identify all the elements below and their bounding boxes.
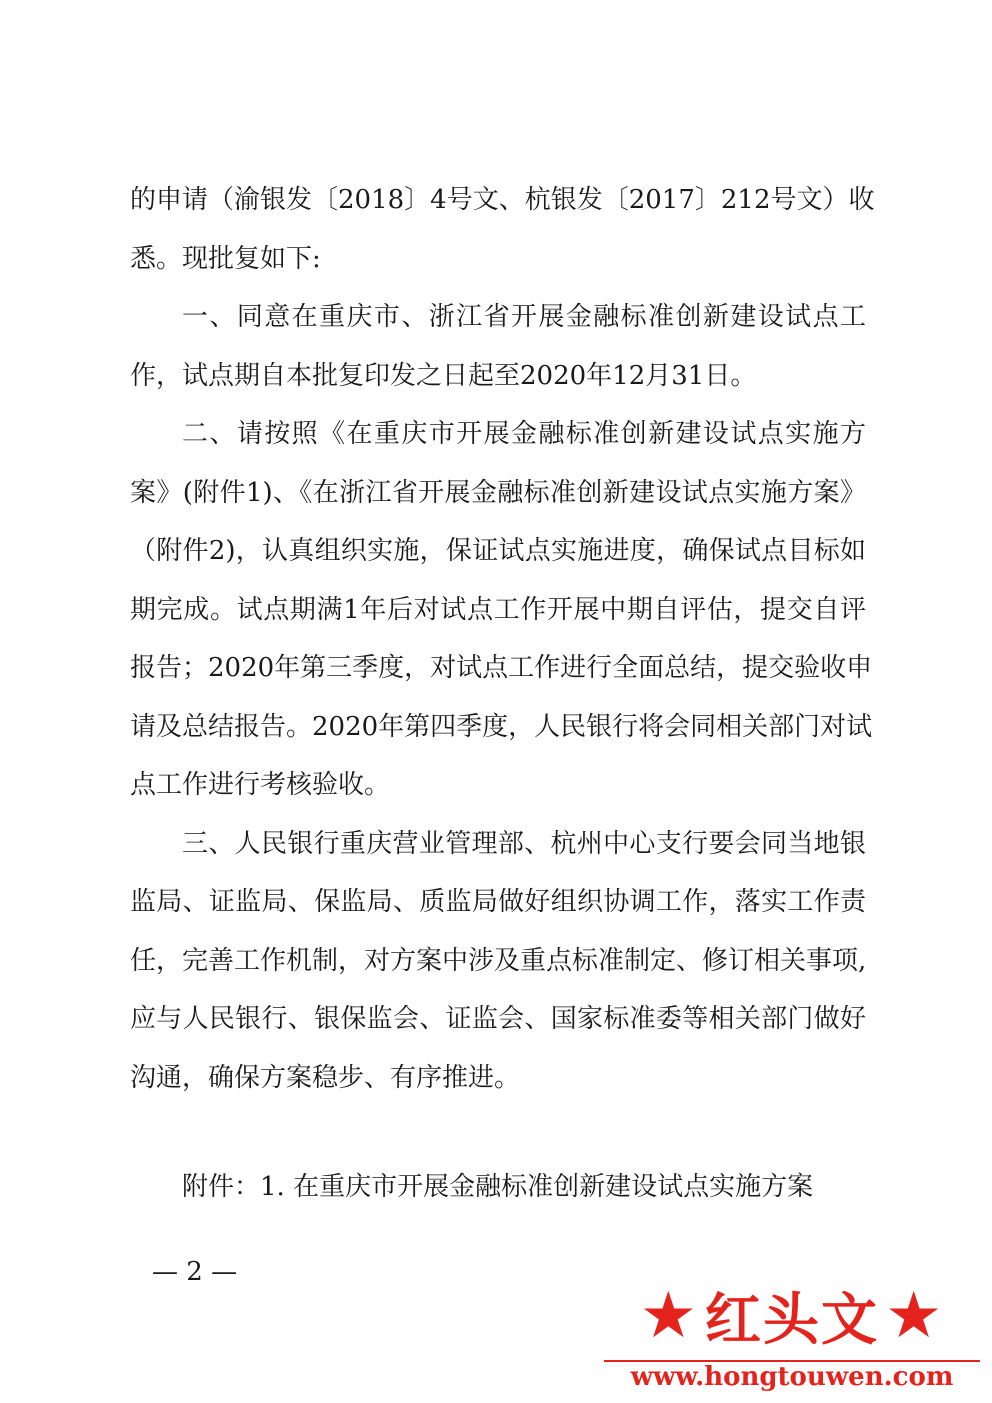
paragraph-line: 任，完善工作机制，对方案中涉及重点标准制定、修订相关事项, [130, 945, 867, 976]
paragraph-line: 的申请（渝银发〔2018〕4号文、杭银发〔2017〕212号文）收 [130, 185, 875, 215]
watermark-url: www.hongtouwen.com [630, 1362, 954, 1392]
star-icon: ★ [639, 1279, 699, 1353]
paragraph-line: 监局、证监局、保监局、质监局做好组织协调工作，落实工作责 [130, 887, 866, 917]
paragraph-line: 请及总结报告。2020年第四季度，人民银行将会同相关部门对试 [130, 711, 873, 742]
paragraph-line: 点工作进行考核验收。 [130, 770, 391, 800]
watermark-title: 红头文 [705, 1288, 879, 1353]
paragraph-line: 三、人民银行重庆营业管理部、杭州中心支行要会同当地银 [182, 828, 866, 859]
star-icon: ★ [885, 1279, 945, 1353]
paragraph-line: 应与人民银行、银保监会、证监会、国家标准委等相关部门做好 [130, 1004, 866, 1034]
paragraph-line: 作，试点期自本批复印发之日起至2020年12月31日。 [130, 360, 757, 391]
paragraph-line: 二、请按照《在重庆市开展金融标准创新建设试点实施方 [182, 419, 866, 449]
site-watermark [596, 1276, 988, 1394]
paragraph-line: 报告；2020年第三季度，对试点工作进行全面总结，提交验收申 [130, 653, 873, 683]
paragraph-line: 案》(附件1)、《在浙江省开展金融标准创新建设试点实施方案》 [130, 477, 866, 508]
attachment-line: 附件：1. 在重庆市开展金融标准创新建设试点实施方案 [182, 1172, 814, 1202]
page-number: — 2 — [152, 1257, 238, 1287]
paragraph-line: 一、同意在重庆市、浙江省开展金融标准创新建设试点工 [182, 302, 866, 332]
paragraph-line: 悉。现批复如下: [130, 243, 321, 274]
paragraph-line: 沟通，确保方案稳步、有序推进。 [130, 1062, 521, 1093]
paragraph-line: 期完成。试点期满1年后对试点工作开展中期自评估，提交自评 [130, 594, 866, 625]
watermark-title-row [596, 1276, 988, 1356]
paragraph-line: （附件2)，认真组织实施，保证试点实施进度，确保试点目标如 [130, 536, 866, 566]
